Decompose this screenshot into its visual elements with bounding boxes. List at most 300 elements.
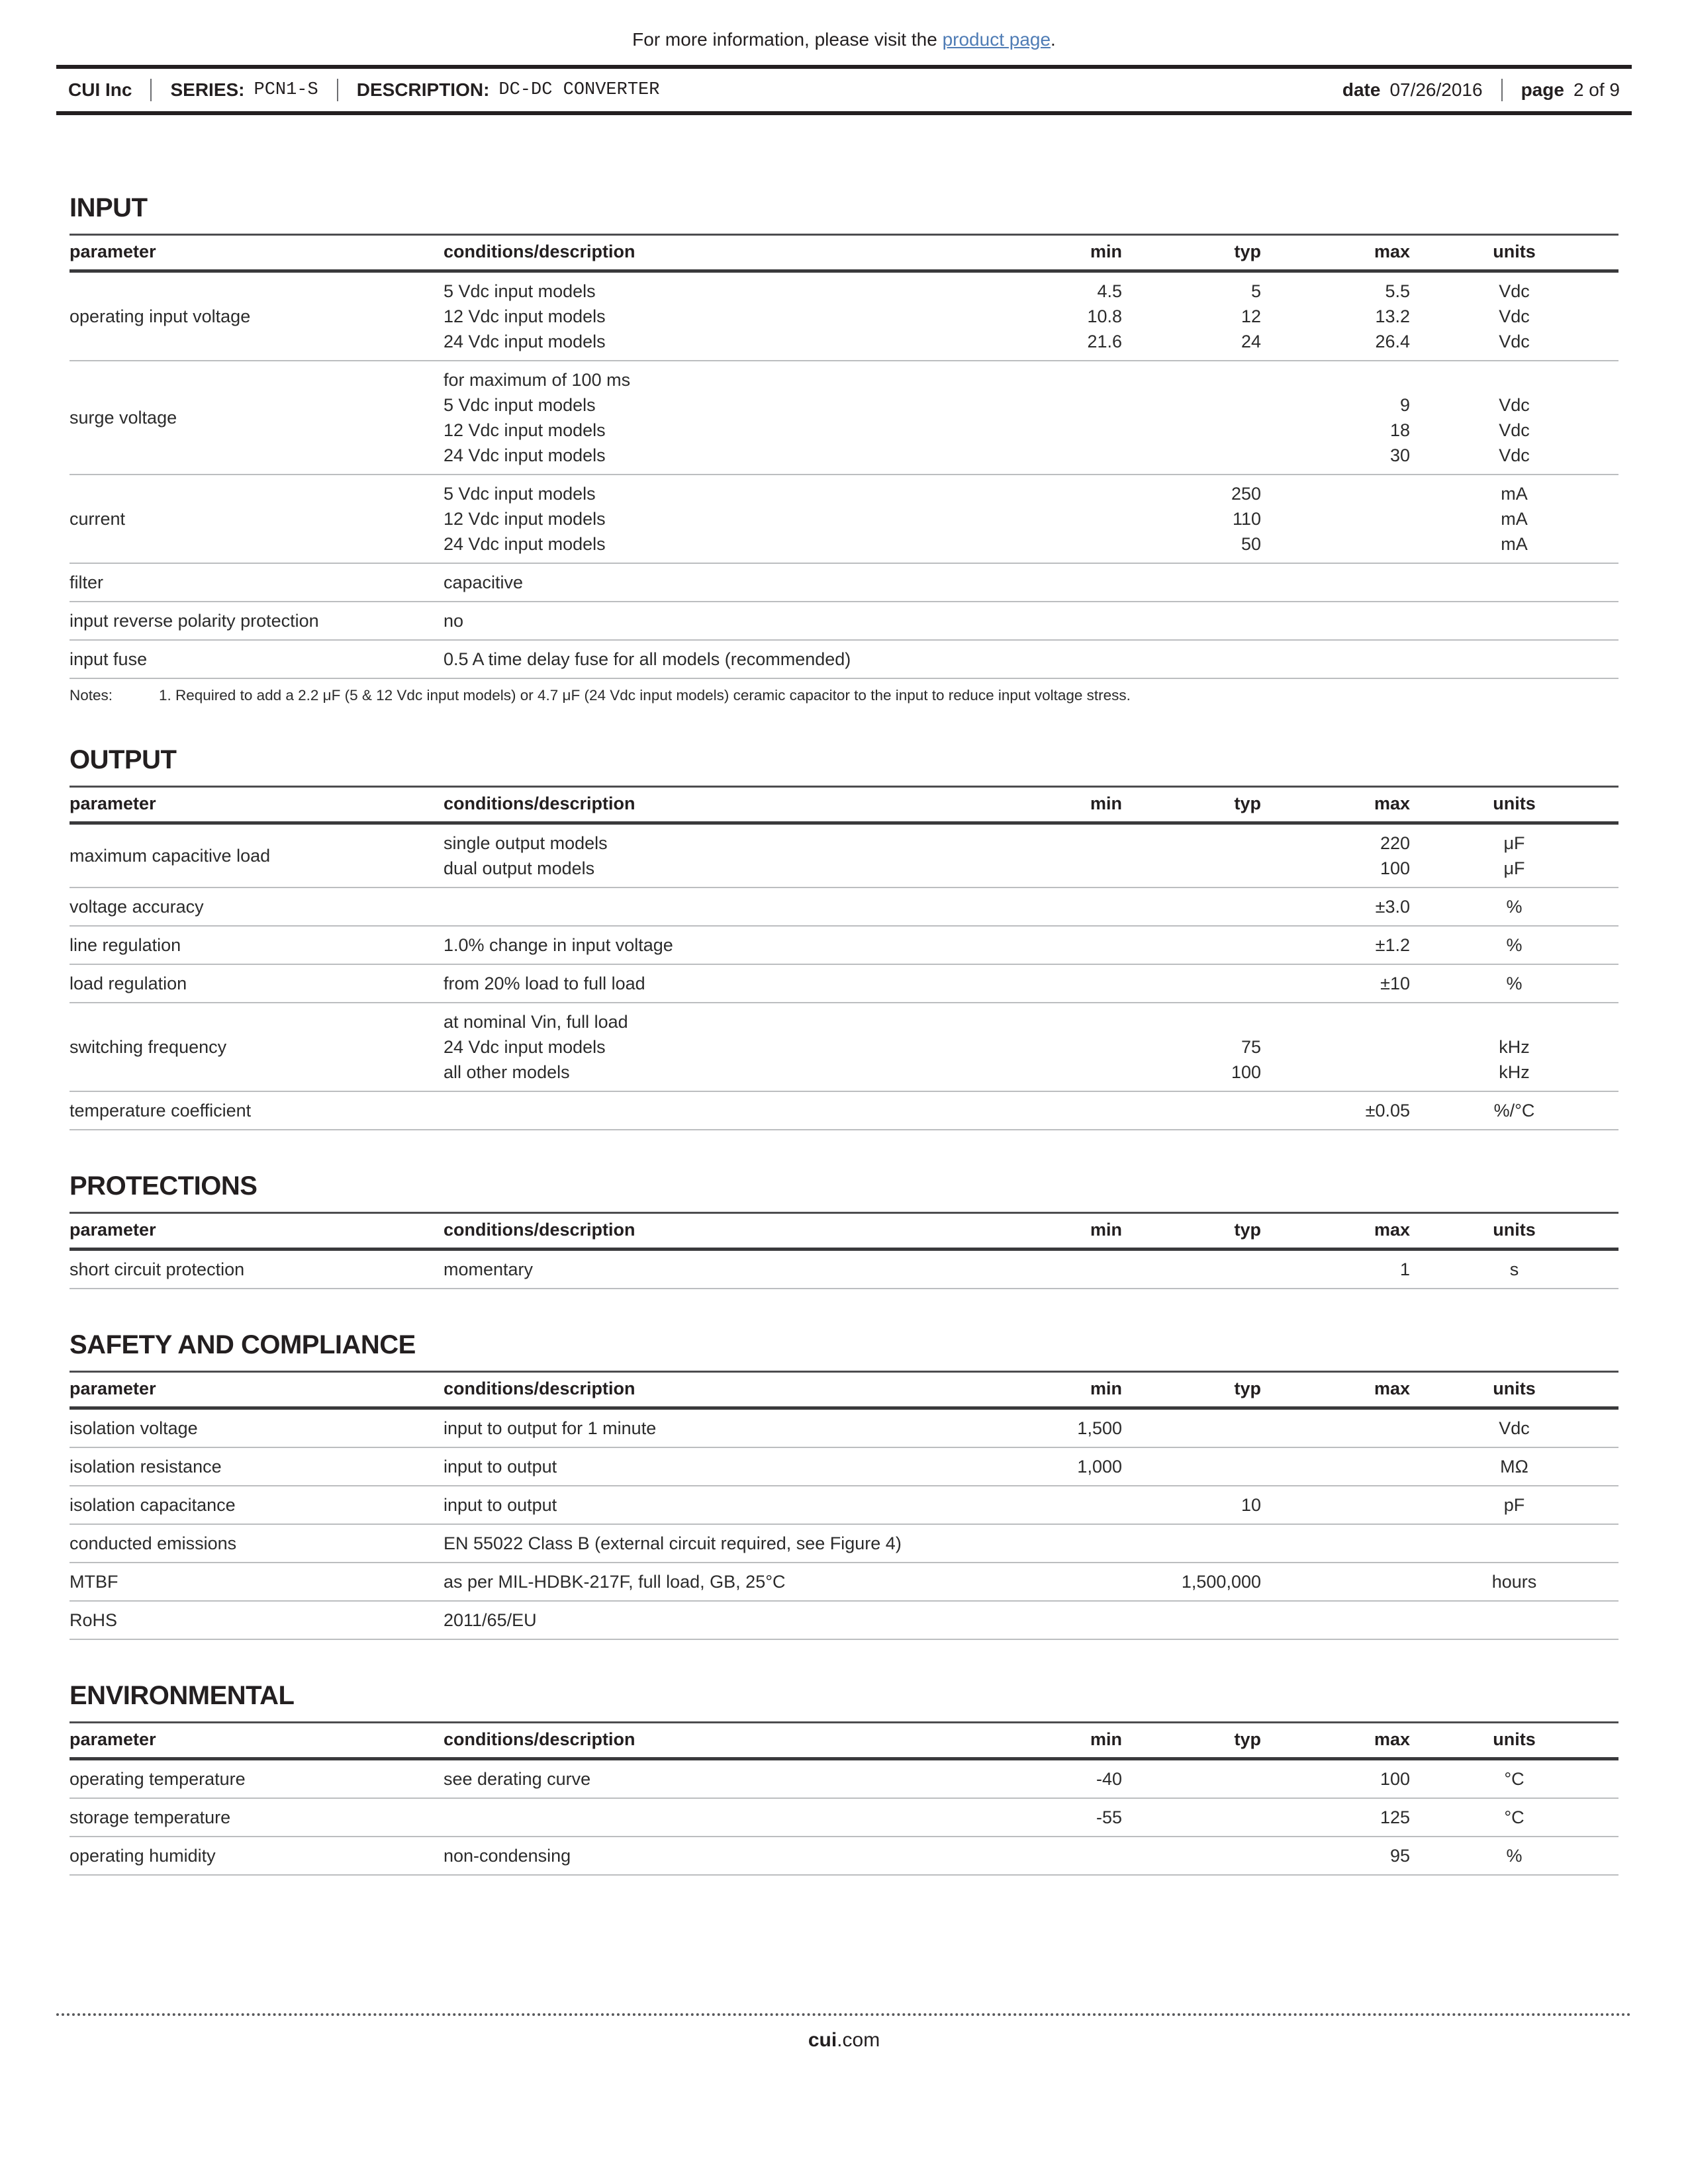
cell-min xyxy=(993,271,1122,361)
section-protections xyxy=(70,1171,1618,1289)
cell-line: 5.5 xyxy=(1385,281,1410,301)
cell-conditions xyxy=(444,1837,993,1875)
cell-max xyxy=(1261,640,1410,678)
header-row xyxy=(70,787,1618,823)
column-header-typ: typ xyxy=(1122,1213,1261,1250)
date-label: date xyxy=(1342,79,1381,100)
cell-parameter xyxy=(70,1524,444,1563)
section-output xyxy=(70,745,1618,1130)
cell-max xyxy=(1261,563,1410,602)
cell-line: input reverse polarity protection xyxy=(70,611,319,631)
cell-conditions xyxy=(444,602,993,640)
cell-parameter xyxy=(70,1408,444,1448)
column-header-units: units xyxy=(1410,1213,1618,1250)
cell-line: s xyxy=(1509,1259,1519,1279)
cell-max xyxy=(1261,361,1410,475)
cell-line: Vdc xyxy=(1499,332,1530,351)
cell-min xyxy=(993,823,1122,888)
cell-conditions xyxy=(444,1408,993,1448)
cell-line: 5 Vdc input models xyxy=(444,395,596,415)
cell-line: ±1.2 xyxy=(1375,935,1410,955)
cell-parameter xyxy=(70,1486,444,1524)
column-header-parameter: parameter xyxy=(70,1213,444,1250)
cell-parameter xyxy=(70,1091,444,1130)
cell-line: 50 xyxy=(1241,534,1261,554)
spec-table-head xyxy=(70,1723,1618,1759)
cell-line: 10 xyxy=(1241,1495,1261,1515)
cell-parameter xyxy=(70,271,444,361)
column-header-conditions: conditions/description xyxy=(444,1213,993,1250)
section-title: INPUT xyxy=(70,193,148,222)
cell-conditions xyxy=(444,361,993,475)
column-header-min: min xyxy=(993,1723,1122,1759)
cell-parameter xyxy=(70,1563,444,1601)
cell-line: 95 xyxy=(1389,1846,1410,1866)
company-name: CUI Inc xyxy=(68,79,132,100)
cell-typ xyxy=(1122,1003,1261,1091)
cell-min xyxy=(993,964,1122,1003)
column-header-min: min xyxy=(993,235,1122,271)
cell-min xyxy=(993,1486,1122,1524)
cell-line: current xyxy=(70,509,126,529)
column-header-min: min xyxy=(993,1372,1122,1408)
cell-line: -40 xyxy=(1096,1769,1122,1789)
cell-line: kHz xyxy=(1499,1037,1530,1057)
cell-line: 24 Vdc input models xyxy=(444,534,606,554)
cell-line: ±10 xyxy=(1380,974,1410,993)
cell-line: all other models xyxy=(444,1062,570,1082)
doc-header-right xyxy=(1342,79,1620,101)
cell-line: see derating curve xyxy=(444,1769,591,1789)
header-row xyxy=(70,235,1618,271)
spec-table-head xyxy=(70,787,1618,823)
cell-line xyxy=(1261,367,1410,392)
cell-line: 125 xyxy=(1380,1807,1410,1827)
cell-line: from 20% load to full load xyxy=(444,974,645,993)
table-row xyxy=(70,271,1618,361)
cell-max xyxy=(1261,1601,1410,1639)
cell-conditions xyxy=(444,1601,993,1639)
cell-max xyxy=(1261,964,1410,1003)
cell-line: short circuit protection xyxy=(70,1259,245,1279)
cell-typ xyxy=(1122,1798,1261,1837)
cell-line: %/°C xyxy=(1493,1101,1535,1120)
spec-table-body xyxy=(70,1759,1618,1876)
cell-line: 100 xyxy=(1380,858,1410,878)
cell-conditions xyxy=(444,271,993,361)
cell-units xyxy=(1410,602,1618,640)
cell-line: 1,000 xyxy=(1077,1457,1122,1477)
section-title: OUTPUT xyxy=(70,745,177,774)
cell-typ xyxy=(1122,1759,1261,1799)
cell-line: hours xyxy=(1491,1572,1537,1592)
column-header-max: max xyxy=(1261,1372,1410,1408)
cell-line: 30 xyxy=(1389,445,1410,465)
cell-min xyxy=(993,1759,1122,1799)
cell-min xyxy=(993,475,1122,563)
cell-units xyxy=(1410,1486,1618,1524)
cell-line: as per MIL-HDBK-217F, full load, GB, 25°C xyxy=(444,1572,786,1592)
cell-line: input to output xyxy=(444,1495,557,1515)
table-row xyxy=(70,640,1618,678)
cell-units xyxy=(1410,1408,1618,1448)
cell-line: operating humidity xyxy=(70,1846,216,1866)
cell-line: temperature coefficient xyxy=(70,1101,252,1120)
spec-table-body xyxy=(70,271,1618,679)
cell-parameter xyxy=(70,887,444,926)
table-row xyxy=(70,1447,1618,1486)
table-row xyxy=(70,1798,1618,1837)
more-info-line xyxy=(0,0,1688,50)
cell-line: maximum capacitive load xyxy=(70,846,271,866)
cell-conditions xyxy=(444,1003,993,1091)
cell-conditions xyxy=(444,926,993,964)
cell-parameter xyxy=(70,1759,444,1799)
cell-line: 24 Vdc input models xyxy=(444,1037,606,1057)
cell-max xyxy=(1261,1798,1410,1837)
column-header-typ: typ xyxy=(1122,787,1261,823)
cell-line: momentary xyxy=(444,1259,534,1279)
column-header-max: max xyxy=(1261,1723,1410,1759)
cell-conditions xyxy=(444,563,993,602)
table-row xyxy=(70,1563,1618,1601)
table-row xyxy=(70,1003,1618,1091)
cell-line: 24 Vdc input models xyxy=(444,332,606,351)
doc-header xyxy=(56,65,1632,115)
cell-units xyxy=(1410,1563,1618,1601)
cell-line: isolation capacitance xyxy=(70,1495,236,1515)
cell-line: -55 xyxy=(1096,1807,1122,1827)
column-header-units: units xyxy=(1410,235,1618,271)
cell-min xyxy=(993,1798,1122,1837)
spec-table xyxy=(70,1721,1618,1876)
cell-parameter xyxy=(70,1250,444,1289)
column-header-units: units xyxy=(1410,1723,1618,1759)
cell-line: voltage accuracy xyxy=(70,897,204,917)
cell-line: kHz xyxy=(1499,1062,1530,1082)
cell-line: Vdc xyxy=(1499,1418,1530,1438)
cell-line: switching frequency xyxy=(70,1037,227,1057)
column-header-min: min xyxy=(993,1213,1122,1250)
cell-max xyxy=(1261,602,1410,640)
table-row xyxy=(70,1486,1618,1524)
notes-text: 1. Required to add a 2.2 μF (5 & 12 Vdc input models) or 4.7 μF (24 Vdc input models) ceramic capacitor to the input to reduce input voltage stress. xyxy=(159,687,1131,704)
column-header-parameter: parameter xyxy=(70,787,444,823)
cell-conditions xyxy=(444,1250,993,1289)
cell-conditions xyxy=(444,1091,993,1130)
table-row xyxy=(70,361,1618,475)
cell-units xyxy=(1410,1091,1618,1130)
cell-line: 5 Vdc input models xyxy=(444,281,596,301)
cell-line: RoHS xyxy=(70,1610,118,1630)
cell-min xyxy=(993,1091,1122,1130)
cell-typ xyxy=(1122,563,1261,602)
cell-max xyxy=(1261,475,1410,563)
page-number: 2 of 9 xyxy=(1573,79,1620,100)
cell-typ xyxy=(1122,475,1261,563)
header-divider xyxy=(337,79,338,101)
column-header-typ: typ xyxy=(1122,1372,1261,1408)
cell-line: line regulation xyxy=(70,935,181,955)
cell-units xyxy=(1410,964,1618,1003)
page-footer xyxy=(56,2013,1632,2052)
header-divider xyxy=(1501,79,1503,101)
spec-table-body xyxy=(70,823,1618,1130)
cell-line: mA xyxy=(1501,534,1528,554)
cell-min xyxy=(993,361,1122,475)
table-row xyxy=(70,887,1618,926)
cell-units xyxy=(1410,361,1618,475)
cell-line: pF xyxy=(1503,1495,1525,1515)
cell-typ xyxy=(1122,964,1261,1003)
cell-typ xyxy=(1122,271,1261,361)
cell-units xyxy=(1410,475,1618,563)
doc-header-left xyxy=(68,79,659,101)
cell-typ xyxy=(1122,1563,1261,1601)
cell-line: ±3.0 xyxy=(1375,897,1410,917)
cell-units xyxy=(1410,1601,1618,1639)
cell-line: 24 xyxy=(1241,332,1261,351)
cell-line: μF xyxy=(1503,858,1525,878)
cell-conditions xyxy=(444,475,993,563)
table-row xyxy=(70,563,1618,602)
cell-line: 5 Vdc input models xyxy=(444,484,596,504)
cell-min xyxy=(993,602,1122,640)
header-divider xyxy=(150,79,152,101)
column-header-units: units xyxy=(1410,1372,1618,1408)
cell-typ xyxy=(1122,926,1261,964)
description-value: DC-DC CONVERTER xyxy=(498,80,660,100)
cell-typ xyxy=(1122,823,1261,888)
cell-parameter xyxy=(70,640,444,678)
cell-conditions xyxy=(444,1524,993,1563)
section-environmental xyxy=(70,1681,1618,1876)
cell-line: MΩ xyxy=(1500,1457,1528,1477)
column-header-conditions: conditions/description xyxy=(444,1723,993,1759)
cell-line: % xyxy=(1506,897,1523,917)
cell-min xyxy=(993,1408,1122,1448)
cell-line: 12 Vdc input models xyxy=(444,509,606,529)
cell-parameter xyxy=(70,361,444,475)
sections-container xyxy=(70,193,1618,1876)
cell-typ xyxy=(1122,1250,1261,1289)
cell-line: dual output models xyxy=(444,858,595,878)
cell-line: at nominal Vin, full load xyxy=(444,1012,628,1032)
cell-line: ±0.05 xyxy=(1365,1101,1410,1120)
cell-units xyxy=(1410,1759,1618,1799)
column-header-parameter: parameter xyxy=(70,1723,444,1759)
cell-line: EN 55022 Class B (external circuit required, see Figure 4) xyxy=(444,1533,902,1553)
cell-line: % xyxy=(1506,1846,1523,1866)
spec-table xyxy=(70,1371,1618,1640)
cell-min xyxy=(993,926,1122,964)
cell-parameter xyxy=(70,926,444,964)
cell-line: capacitive xyxy=(444,572,524,592)
cell-line: 24 Vdc input models xyxy=(444,445,606,465)
cell-line: operating input voltage xyxy=(70,306,251,326)
cell-parameter xyxy=(70,1003,444,1091)
cell-conditions xyxy=(444,640,993,678)
cell-units xyxy=(1410,640,1618,678)
cell-units xyxy=(1410,1250,1618,1289)
cell-line: 12 Vdc input models xyxy=(444,420,606,440)
cell-parameter xyxy=(70,1798,444,1837)
cell-line: operating temperature xyxy=(70,1769,246,1789)
description-label: DESCRIPTION: xyxy=(356,79,490,100)
cell-units xyxy=(1410,1003,1618,1091)
cell-typ xyxy=(1122,1091,1261,1130)
cell-line: 10.8 xyxy=(1087,306,1122,326)
cell-line: mA xyxy=(1501,484,1528,504)
footer-domain-bold: cui xyxy=(808,2029,837,2051)
cell-min xyxy=(993,1250,1122,1289)
column-header-typ: typ xyxy=(1122,1723,1261,1759)
cell-conditions xyxy=(444,1759,993,1799)
section-title: SAFETY AND COMPLIANCE xyxy=(70,1330,416,1359)
page-label: page xyxy=(1521,79,1564,100)
cell-min xyxy=(993,1837,1122,1875)
cell-parameter xyxy=(70,1601,444,1639)
cell-max xyxy=(1261,1837,1410,1875)
table-row xyxy=(70,1759,1618,1799)
cell-line: mA xyxy=(1501,509,1528,529)
cell-line xyxy=(1410,1009,1618,1034)
more-info-suffix: . xyxy=(1051,29,1056,50)
column-header-max: max xyxy=(1261,235,1410,271)
cell-typ xyxy=(1122,361,1261,475)
table-row xyxy=(70,475,1618,563)
cell-line: °C xyxy=(1504,1769,1524,1789)
cell-max xyxy=(1261,1563,1410,1601)
cell-typ xyxy=(1122,1408,1261,1448)
cell-units xyxy=(1410,563,1618,602)
column-header-max: max xyxy=(1261,1213,1410,1250)
cell-units xyxy=(1410,1524,1618,1563)
cell-parameter xyxy=(70,1447,444,1486)
table-row xyxy=(70,1601,1618,1639)
cell-conditions xyxy=(444,1798,993,1837)
column-header-conditions: conditions/description xyxy=(444,235,993,271)
cell-line: 250 xyxy=(1231,484,1261,504)
cell-units xyxy=(1410,271,1618,361)
cell-conditions xyxy=(444,1486,993,1524)
cell-parameter xyxy=(70,563,444,602)
cell-max xyxy=(1261,1486,1410,1524)
cell-min xyxy=(993,1447,1122,1486)
cell-conditions xyxy=(444,1447,993,1486)
cell-line: input fuse xyxy=(70,649,148,669)
spec-table xyxy=(70,1212,1618,1289)
cell-line: 100 xyxy=(1231,1062,1261,1082)
cell-typ xyxy=(1122,1837,1261,1875)
cell-line: 220 xyxy=(1380,833,1410,853)
cell-typ xyxy=(1122,1486,1261,1524)
spec-table-body xyxy=(70,1250,1618,1289)
cell-parameter xyxy=(70,475,444,563)
cell-typ xyxy=(1122,602,1261,640)
table-row xyxy=(70,823,1618,888)
cell-line: MTBF xyxy=(70,1572,118,1592)
cell-line: 1.0% change in input voltage xyxy=(444,935,673,955)
table-row xyxy=(70,926,1618,964)
cell-line: 12 Vdc input models xyxy=(444,306,606,326)
cell-line: 4.5 xyxy=(1097,281,1122,301)
table-row xyxy=(70,964,1618,1003)
cell-max xyxy=(1261,926,1410,964)
cell-conditions xyxy=(444,887,993,926)
cell-max xyxy=(1261,1091,1410,1130)
cell-max xyxy=(1261,1524,1410,1563)
cell-line: 75 xyxy=(1241,1037,1261,1057)
cell-conditions xyxy=(444,964,993,1003)
cell-line: 26.4 xyxy=(1375,332,1410,351)
cell-line: input to output for 1 minute xyxy=(444,1418,657,1438)
cell-line: Vdc xyxy=(1499,281,1530,301)
table-row xyxy=(70,1408,1618,1448)
product-page-link[interactable]: product page xyxy=(942,29,1051,50)
column-header-conditions: conditions/description xyxy=(444,787,993,823)
cell-line: 0.5 A time delay fuse for all models (recommended) xyxy=(444,649,851,669)
cell-line xyxy=(1122,1009,1261,1034)
cell-line: Vdc xyxy=(1499,395,1530,415)
cell-line: 12 xyxy=(1241,306,1261,326)
cell-parameter xyxy=(70,964,444,1003)
cell-min xyxy=(993,1524,1122,1563)
section-title: ENVIRONMENTAL xyxy=(70,1681,295,1710)
cell-max xyxy=(1261,1408,1410,1448)
cell-line: 100 xyxy=(1380,1769,1410,1789)
cell-line: isolation voltage xyxy=(70,1418,198,1438)
header-row xyxy=(70,1723,1618,1759)
cell-line: non-condensing xyxy=(444,1846,571,1866)
column-header-min: min xyxy=(993,787,1122,823)
cell-parameter xyxy=(70,823,444,888)
header-row xyxy=(70,1372,1618,1408)
cell-line: filter xyxy=(70,572,104,592)
cell-line: surge voltage xyxy=(70,408,177,428)
spec-table xyxy=(70,234,1618,679)
cell-line: 1 xyxy=(1399,1259,1410,1279)
cell-line: 1,500,000 xyxy=(1181,1572,1261,1592)
cell-line: 21.6 xyxy=(1087,332,1122,351)
cell-typ xyxy=(1122,1447,1261,1486)
cell-line: 1,500 xyxy=(1077,1418,1122,1438)
cell-line: 13.2 xyxy=(1375,306,1410,326)
cell-line: °C xyxy=(1504,1807,1524,1827)
cell-units xyxy=(1410,1837,1618,1875)
cell-line xyxy=(1410,367,1618,392)
cell-min xyxy=(993,887,1122,926)
cell-line: isolation resistance xyxy=(70,1457,222,1477)
notes-label: Notes: xyxy=(70,687,113,704)
column-header-units: units xyxy=(1410,787,1618,823)
cell-min xyxy=(993,1601,1122,1639)
cell-units xyxy=(1410,823,1618,888)
column-header-typ: typ xyxy=(1122,235,1261,271)
cell-conditions xyxy=(444,1563,993,1601)
cell-line: 2011/65/EU xyxy=(444,1610,537,1630)
table-row xyxy=(70,1524,1618,1563)
cell-line: single output models xyxy=(444,833,608,853)
cell-min xyxy=(993,640,1122,678)
cell-units xyxy=(1410,1798,1618,1837)
cell-min xyxy=(993,1003,1122,1091)
cell-max xyxy=(1261,1759,1410,1799)
cell-line: % xyxy=(1506,935,1523,955)
column-header-max: max xyxy=(1261,787,1410,823)
table-row xyxy=(70,1250,1618,1289)
footer-domain-rest: .com xyxy=(837,2029,880,2051)
